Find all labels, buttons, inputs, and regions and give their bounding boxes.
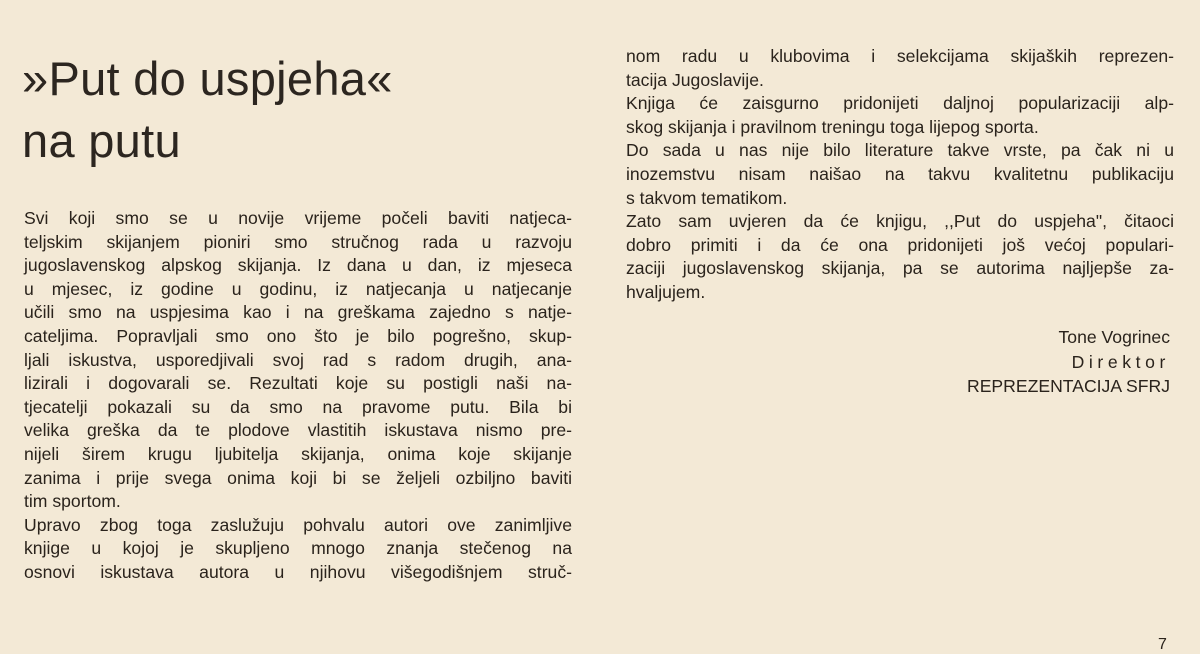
- text-line: Do sada u nas nije bilo literature takve vrste, pa čak ni u: [626, 140, 1174, 161]
- text-line: teljskim skijanjem pioniri smo stručnog rada u razvoju: [24, 231, 572, 252]
- text-line: nijeli širem krugu ljubitelja skijanja, onima koje skijanje: [24, 443, 572, 464]
- text-line: velika greška da te plodove vlastitih iskustava nismo pre-: [24, 420, 572, 441]
- text-line: skog skijanja i pravilnom treningu toga lijepog sporta.: [626, 116, 1039, 137]
- text-line: hvaljujem.: [626, 281, 706, 302]
- signature-organization: REPREZENTACIJA SFRJ: [966, 376, 1170, 396]
- text-line: ljali iskustva, usporedjivali svoj rad s radom drugih, ana-: [24, 349, 572, 370]
- title-line-1: »Put do uspjeha«: [22, 52, 393, 105]
- signature-name: Tone Vogrinec: [1058, 327, 1170, 347]
- page-title: [22, 48, 393, 172]
- text-line: inozemstvu nisam naišao na takvu kvalitetnu publikaciju: [626, 163, 1174, 184]
- text-line: u mjesec, iz godine u godinu, iz natjecanja u natjecanje: [24, 278, 572, 299]
- text-line: dobro primiti i da će ona pridonijeti još većoj populari-: [626, 234, 1174, 255]
- signature-role: Direktor: [1071, 351, 1170, 372]
- right-paragraph-2: [626, 92, 1174, 139]
- text-line: Upravo zbog toga zaslužuju pohvalu autori ove zanimljive: [24, 514, 572, 535]
- text-line: s takvom tematikom.: [626, 187, 788, 208]
- signature-block: [967, 325, 1170, 399]
- right-paragraph-3: [626, 139, 1174, 210]
- text-line: nom radu u klubovima i selekcijama skijaških reprezen-: [626, 46, 1174, 66]
- left-column: [24, 207, 572, 585]
- title-line-2: na putu: [22, 114, 181, 167]
- right-column: [626, 45, 1174, 305]
- text-line: lizirali i dogovarali se. Rezultati koje su postigli naši na-: [24, 373, 572, 394]
- text-line: tim sportom.: [24, 491, 121, 512]
- text-line: Svi koji smo se u novije vrijeme počeli baviti natjeca-: [24, 208, 572, 228]
- left-paragraph-1: [24, 207, 572, 514]
- text-line: cateljima. Popravljali smo ono što je bilo pogrešno, skup-: [24, 325, 572, 346]
- left-paragraph-2: [24, 514, 572, 585]
- page-number: 7: [1158, 636, 1167, 653]
- text-line: učili smo na uspjesima kao i na greškama zajedno s natje-: [24, 302, 572, 323]
- text-line: Knjiga će zaisgurno pridonijeti daljnoj popularizaciji alp-: [626, 93, 1174, 114]
- text-line: zaciji jugoslavenskog skijanja, pa se autorima najljepše za-: [626, 258, 1174, 279]
- text-line: zanima i prije svega onima koji bi se željeli ozbiljno baviti: [24, 467, 572, 488]
- text-line: tjecatelji pokazali su da smo na pravome putu. Bila bi: [24, 396, 572, 417]
- text-line: tacija Jugoslavije.: [626, 69, 764, 90]
- text-line: jugoslavenskog alpskog skijanja. Iz dana u dan, iz mjeseca: [24, 255, 572, 276]
- text-line: Zato sam uvjeren da će knjigu, ,,Put do uspjeha", čitaoci: [626, 211, 1174, 232]
- right-paragraph-1: [626, 45, 1174, 92]
- text-line: knjige u kojoj je skupljeno mnogo znanja stečenog na: [24, 538, 572, 559]
- right-paragraph-4: [626, 210, 1174, 304]
- text-line: osnovi iskustava autora u njihovu višegodišnjem struč-: [24, 561, 572, 582]
